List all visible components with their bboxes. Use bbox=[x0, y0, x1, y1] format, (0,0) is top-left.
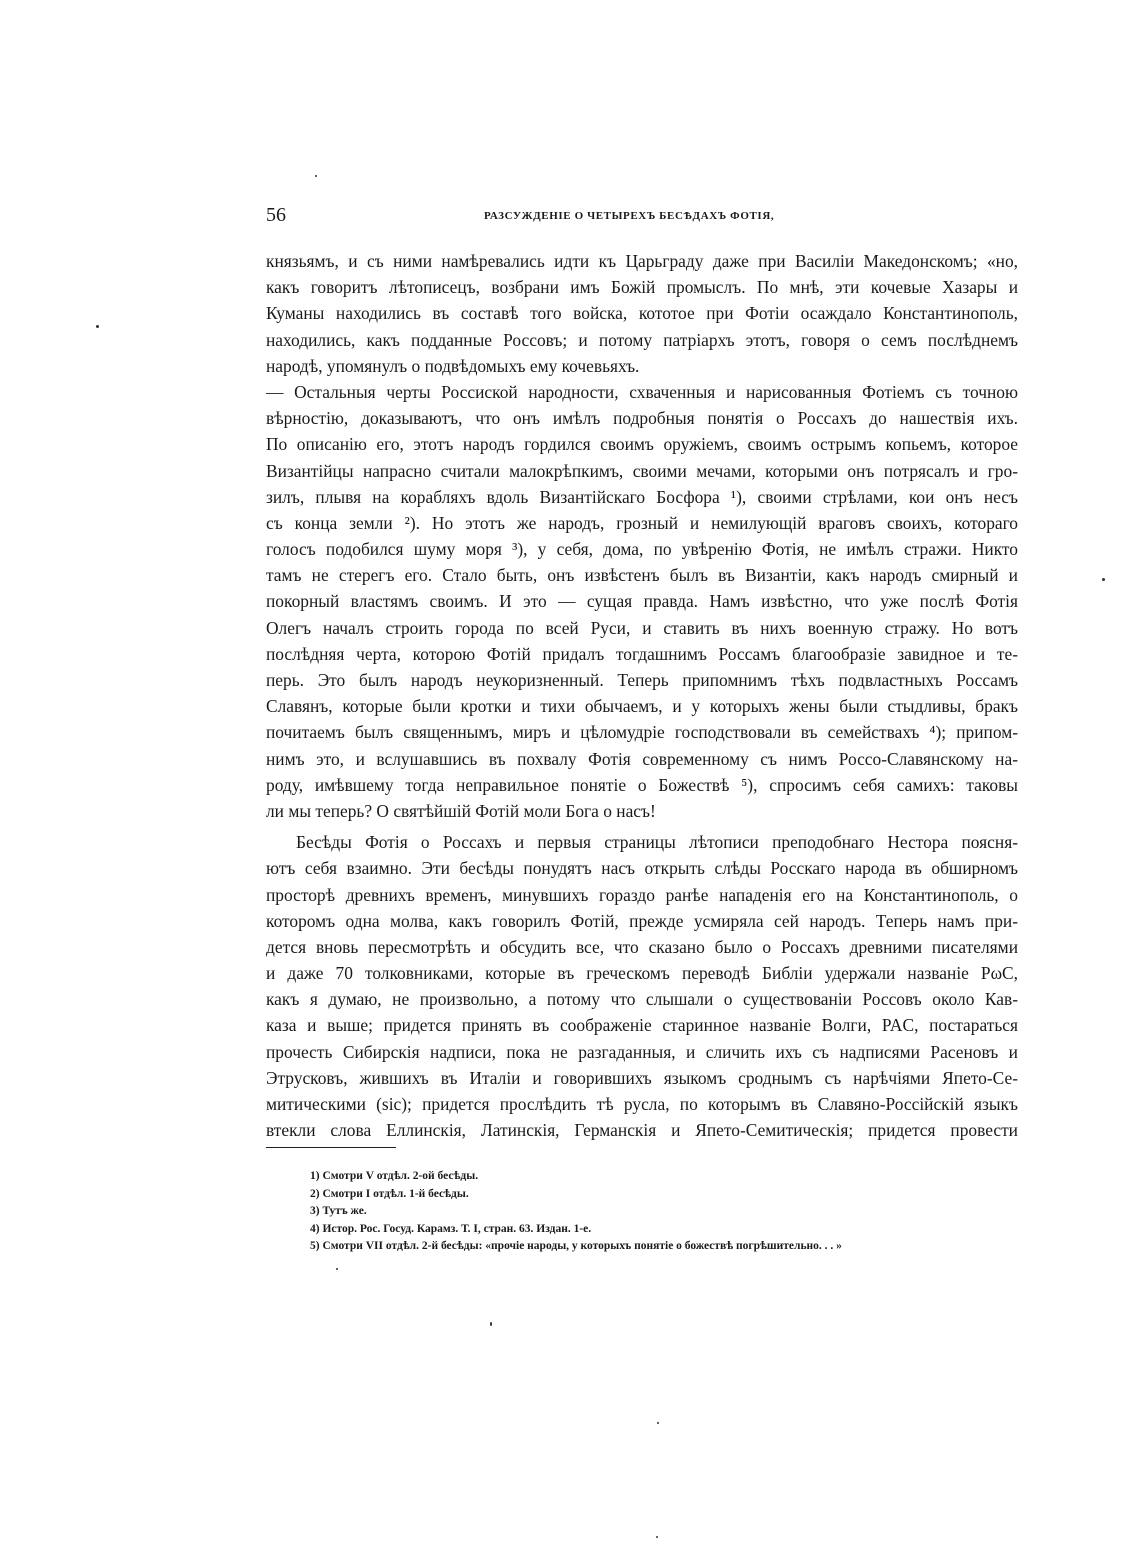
text-line: Византійцы напрасно считали малокрѣпкимъ, своими мечами, которыми онъ потрясалъ и гро- bbox=[266, 460, 1018, 481]
text-line: перь. Это былъ народъ неукоризненный. Теперь припомнимъ тѣхъ подвластныхъ Россамъ bbox=[266, 670, 1018, 690]
print-speck bbox=[656, 1536, 658, 1538]
text-line: втекли слова Еллинскія, Латинскія, Германскія и Япето-Семитическія; придется провести bbox=[266, 1120, 1018, 1141]
text-line: князьямъ, и съ ними намѣревались идти къ Царьграду даже при Василіи Македонскомъ; «но, bbox=[266, 251, 1018, 271]
print-speck bbox=[336, 1268, 338, 1270]
text-line: почитаемъ былъ священнымъ, миръ и цѣломудріе господствовали въ семействахъ ⁴); припом- bbox=[266, 722, 1018, 743]
text-line: ли мы теперь? О святѣйшій Фотій моли Бога о насъ! bbox=[266, 800, 656, 821]
text-line: съ конца земли ²). Но этотъ же народъ, грозный и немилующій враговъ своихъ, котораго bbox=[266, 512, 1018, 533]
page-header bbox=[266, 204, 1018, 230]
text-line: находились, какъ подданные Россовъ; и потому патріархъ этотъ, говоря о семъ послѣднемъ bbox=[266, 329, 1018, 350]
footnote-item: 2) Смотри I отдѣл. 1-й бесѣды. bbox=[310, 1187, 469, 1200]
text-line: вѣрностію, доказываютъ, что онъ имѣлъ подробныя понятія о Россахъ до нашествія ихъ. bbox=[266, 408, 1018, 429]
print-speck bbox=[96, 325, 99, 328]
text-line: голосъ подобился шуму моря ³), у себя, дома, по увѣренію Фотія, не имѣлъ стражи. Никто bbox=[266, 539, 1018, 560]
text-line: послѣдняя черта, которою Фотій придалъ тогдашнимъ Россамъ благообразіе завидное и те- bbox=[266, 643, 1018, 664]
text-line: просторѣ древнихъ временъ, минувшихъ гораздо ранѣе нападенія его на Константинополь, о bbox=[266, 884, 1018, 905]
text-line: Куманы находились въ составѣ того войска, кототое при Фотіи осаждало Константинополь, bbox=[266, 303, 1018, 324]
footnote-item: 5) Смотри VII отдѣл. 2-й бесѣды: «прочіе народы, у которыхъ понятіе о божествѣ погрѣшительно. . . » bbox=[310, 1240, 842, 1252]
footnote-item: 4) Истор. Рос. Госуд. Карамз. Т. I, стран. 63. Издан. 1-е. bbox=[310, 1222, 592, 1235]
text-line: Олегъ началъ строить города по всей Руси, и ставить въ нихъ военную стражу. Но вотъ bbox=[266, 617, 1018, 638]
print-speck bbox=[315, 175, 317, 177]
text-line: прочесть Сибирскія надписи, пока не разгаданныя, и сличить ихъ съ надписями Расеновъ и bbox=[266, 1041, 1018, 1062]
print-speck bbox=[1102, 578, 1105, 581]
text-line: — Остальныя черты Россиской народности, схваченныя и нарисованныя Фотіемъ съ точною bbox=[266, 381, 1018, 402]
print-speck bbox=[657, 1422, 659, 1424]
print-speck bbox=[490, 1322, 492, 1326]
paragraph-3 bbox=[266, 829, 1018, 1143]
text-line: покорный властямъ своимъ. И это — сущая правда. Намъ извѣстно, что уже послѣ Фотія bbox=[266, 591, 1018, 612]
text-line: которомъ одна молва, какъ говорилъ Фотій, прежде усмиряла сей народъ. Теперь намъ при- bbox=[266, 910, 1018, 931]
text-line: Этрусковъ, жившихъ въ Италіи и говорившихъ языкомъ сроднымъ съ нарѣчіями Япето-Се- bbox=[266, 1067, 1018, 1088]
footnotes bbox=[310, 1168, 1030, 1256]
running-title: РАЗСУЖДЕНІЕ О ЧЕТЫРЕХЪ БЕСѢДАХЪ ФОТІЯ, bbox=[484, 210, 775, 222]
page-number: 56 bbox=[266, 204, 286, 226]
text-line: дется вновь пересмотрѣть и обсудить все, что сказано было о Россахъ древними писателями bbox=[266, 936, 1018, 957]
text-line: Славянъ, которые были кротки и тихи обычаемъ, и у которыхъ жены были стыдливы, бракъ bbox=[266, 696, 1018, 717]
text-line: каза и выше; придется принять въ соображеніе старинное названіе Волги, PAC, постараться bbox=[266, 1015, 1018, 1036]
text-line: и даже 70 толковниками, которые въ греческомъ переводѣ Библіи удержали названіе PωC, bbox=[266, 963, 1018, 984]
text-line: роду, имѣвшему тогда неправильное понятіе о Божествѣ ⁵), спросимъ себя самихъ: таковы bbox=[266, 774, 1018, 795]
paragraph-2 bbox=[266, 379, 1018, 824]
text-line: народѣ, упомянулъ о подвѣдомыхъ ему кочевьяхъ. bbox=[266, 355, 640, 376]
text-line: ютъ себя взаимно. Эти бесѣды понудятъ насъ открыть слѣды Росскаго народа въ обширномъ bbox=[266, 858, 1018, 879]
text-line: По описанію его, этотъ народъ гордился своимъ оружіемъ, своимъ острымъ копьемъ, которое bbox=[266, 434, 1018, 455]
text-line: нимъ это, и вслушавшись въ похвалу Фотія современному съ нимъ Россо-Славянскому на- bbox=[266, 748, 1018, 769]
text-line: тамъ не стерегъ его. Стало быть, онъ извѣстенъ былъ въ Византіи, какъ народъ смирный и bbox=[266, 565, 1018, 586]
footnote-divider bbox=[266, 1147, 396, 1148]
footnote-item: 3) Тутъ же. bbox=[310, 1205, 367, 1217]
footnote-item: 1) Смотри V отдѣл. 2-ой бесѣды. bbox=[310, 1170, 479, 1182]
text-line: митическими (sic); придется прослѣдить тѣ русла, по которымъ въ Славяно-Россійскій языкъ bbox=[266, 1094, 1018, 1114]
body-text bbox=[266, 248, 1018, 1143]
text-line: какъ говоритъ лѣтописецъ, возбрани имъ Божій промыслъ. По мнѣ, эти кочевые Хазары и bbox=[266, 277, 1018, 298]
text-line: зилъ, плывя на корабляхъ вдоль Византійскаго Босфора ¹), своими стрѣлами, кои онъ несъ bbox=[266, 486, 1018, 507]
text-line: какъ я думаю, не произвольно, а потому что слышали о существованіи Россовъ около Кав- bbox=[266, 989, 1018, 1010]
paragraph-1 bbox=[266, 248, 1018, 379]
text-line: Бесѣды Фотія о Россахъ и первыя страницы лѣтописи преподобнаго Нестора поясня- bbox=[296, 832, 1018, 853]
